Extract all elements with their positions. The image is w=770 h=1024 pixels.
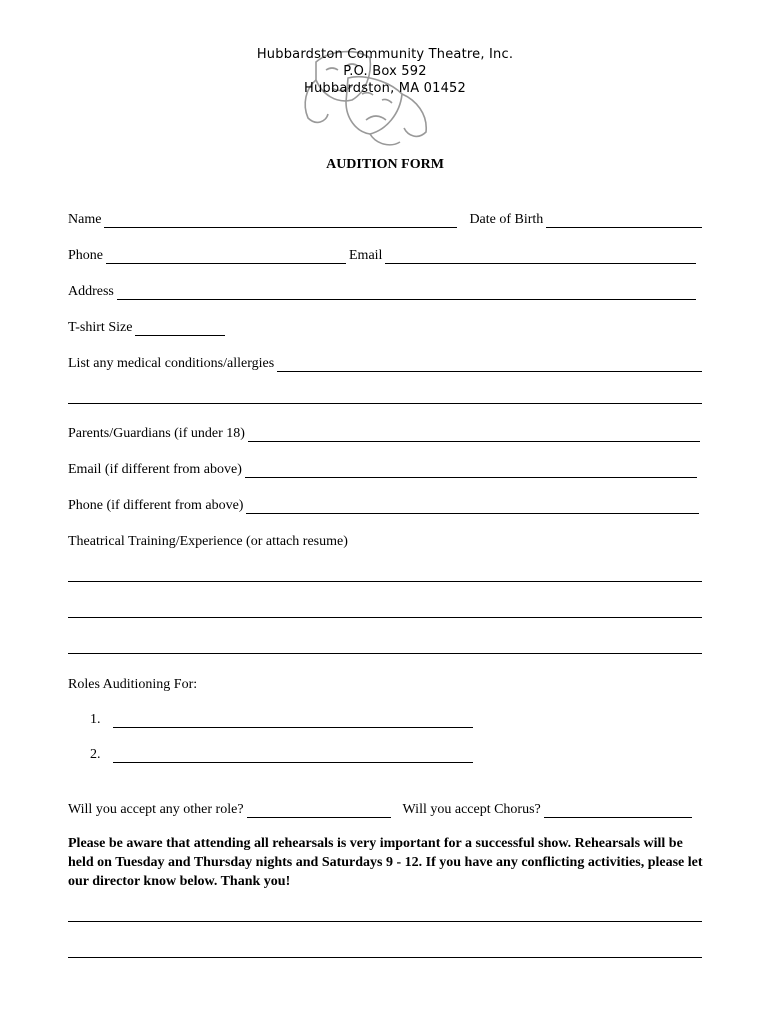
address-field[interactable] [117, 286, 696, 300]
role-1-row [90, 710, 473, 728]
org-name: Hubbardston Community Theatre, Inc. [256, 47, 514, 62]
rehearsal-notice: Please be aware that attending all rehearsals is very important for a successful show. Rehearsals will be held on Tuesday and Thursday nights and Saturdays 9 - 12. If you have any conflicting activities, please let our director know below. Thank you! [68, 836, 703, 889]
guardians-label: Parents/Guardians (if under 18) [68, 426, 245, 441]
header [0, 46, 770, 97]
email-field[interactable] [385, 250, 696, 264]
medical-row [68, 354, 702, 372]
conflicts-field-line-1[interactable] [68, 921, 702, 922]
phone-alt-field[interactable] [246, 500, 699, 514]
acceptance-row [68, 800, 692, 818]
conflicts-field-line-2[interactable] [68, 957, 702, 958]
po-box: P.O. Box 592 [343, 64, 427, 79]
training-field-line-1[interactable] [68, 581, 702, 582]
city-address: Hubbardston, MA 01452 [304, 81, 466, 96]
guardians-row [68, 424, 700, 442]
name-row [68, 210, 702, 228]
name-label: Name [68, 212, 102, 227]
email-label: Email [349, 248, 383, 263]
phone-email-row [68, 246, 696, 264]
phone-field[interactable] [106, 250, 346, 264]
email-alt-field[interactable] [245, 464, 697, 478]
tshirt-row [68, 318, 225, 336]
roles-label: Roles Auditioning For: [68, 677, 198, 692]
name-field[interactable] [104, 214, 457, 228]
phone-label: Phone [68, 248, 103, 263]
role-2-row [90, 745, 473, 763]
role-2-number: 2. [90, 747, 101, 762]
phone-alt-label: Phone (if different from above) [68, 498, 244, 513]
dob-field[interactable] [546, 214, 702, 228]
guardians-field[interactable] [248, 428, 700, 442]
training-label: Theatrical Training/Experience (or attach resume) [68, 534, 348, 549]
training-field-line-2[interactable] [68, 617, 702, 618]
training-row [68, 532, 702, 550]
medical-field[interactable] [277, 358, 702, 372]
email-alt-label: Email (if different from above) [68, 462, 242, 477]
other-role-label: Will you accept any other role? [68, 802, 244, 817]
other-role-field[interactable] [247, 804, 391, 818]
chorus-label: Will you accept Chorus? [402, 802, 541, 817]
role-1-field[interactable] [113, 714, 473, 728]
chorus-field[interactable] [544, 804, 692, 818]
phone-alt-row [68, 496, 699, 514]
medical-field-line-2[interactable] [68, 403, 702, 404]
tshirt-label: T-shirt Size [68, 320, 133, 335]
training-field-line-3[interactable] [68, 653, 702, 654]
address-row [68, 282, 696, 300]
dob-label: Date of Birth [469, 212, 544, 227]
address-label: Address [68, 284, 114, 299]
roles-row [68, 675, 702, 693]
form-title: AUDITION FORM [326, 157, 444, 172]
role-2-field[interactable] [113, 749, 473, 763]
email-alt-row [68, 460, 697, 478]
tshirt-field[interactable] [135, 322, 225, 336]
role-1-number: 1. [90, 712, 101, 727]
medical-label: List any medical conditions/allergies [68, 356, 275, 371]
